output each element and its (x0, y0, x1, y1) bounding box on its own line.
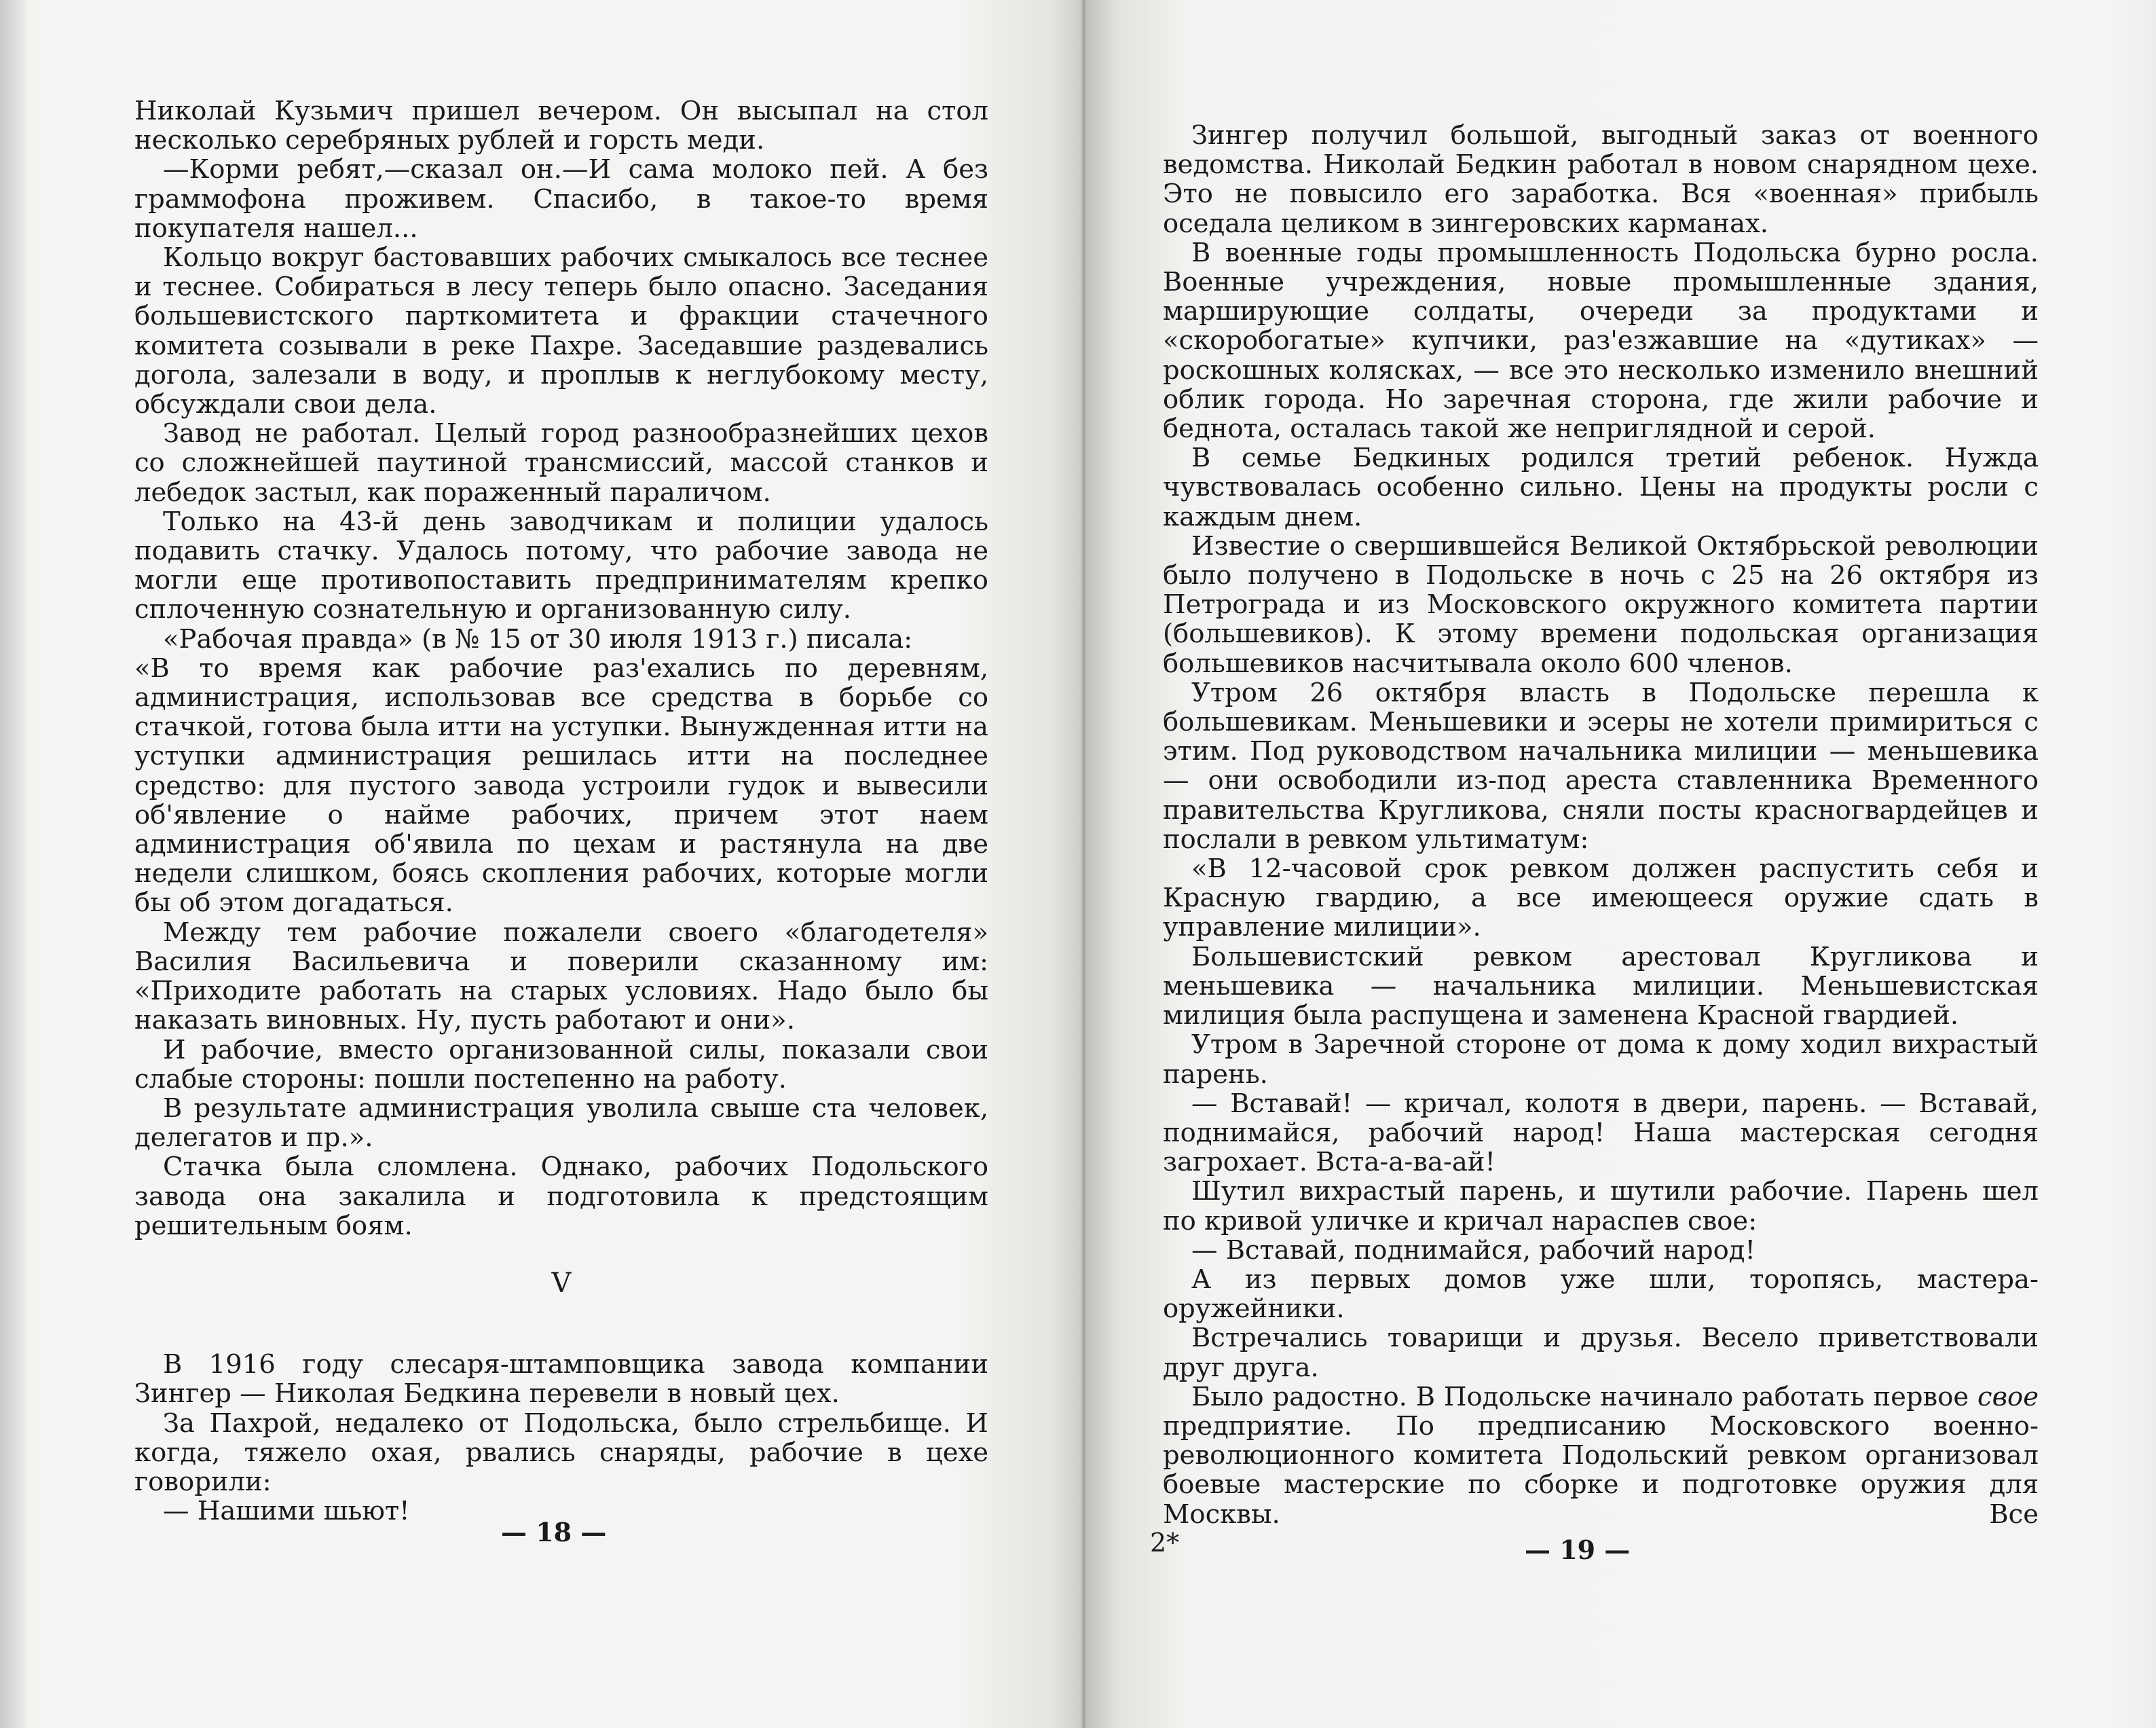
page-number-left: — 18 — (501, 1517, 607, 1547)
right-paragraphs (1163, 121, 2039, 1529)
paragraph (1163, 1265, 2039, 1323)
paragraph-text: Известие о свершившейся Великой Октябрьской революции было получено в Подольске в ночь с 25 на 26 октября из Петрограда и из Московского окружного комитета партии (большевиков). К этому времени подольская организация большевиков насчитывала около 600 членов. (1163, 530, 2039, 679)
right-page-text (1163, 121, 2039, 1529)
section-heading: V (551, 1267, 572, 1299)
paragraph-text: А из первых домов уже шли, торопясь, мастера-оружейники. (1163, 1264, 2039, 1325)
signature-mark: 2* (1150, 1528, 1180, 1558)
paragraph-text: В 1916 году слесаря-штамповщика завода компании Зингер — Николая Бедкина перевели в новый цех. (134, 1349, 988, 1410)
paragraph (134, 419, 988, 507)
paragraph (1163, 1323, 2039, 1382)
paragraph (1163, 942, 2039, 1031)
paragraph-text: Шутил вихрастый парень, и шутили рабочие. Парень шел по кривой уличке и кричал нараспев свое: (1163, 1176, 2039, 1236)
paragraph (1163, 121, 2039, 238)
paragraph-text: Только на 43-й день заводчикам и полиции удалось подавить стачку. Удалось потому, что рабочие завода не могли еще противопоставить предпринимателям крепко сплоченную сознательную и организованную силу. (134, 506, 988, 625)
paragraph (134, 1152, 988, 1240)
paragraph (134, 654, 988, 918)
right-page (1085, 0, 2156, 1728)
paragraph (1163, 443, 2039, 532)
paragraph (134, 1094, 988, 1152)
left-paragraphs (134, 96, 988, 1240)
paragraph-text: Большевистский ревком арестовал Кругликова и меньшевика — начальника милиции. Меньшевистская милиция была распущена и заменена Красной гвардией. (1163, 941, 2039, 1031)
paragraph-text: — Нашими шьют! (163, 1496, 410, 1527)
paragraph (1163, 1177, 2039, 1235)
paragraph-text: Утром 26 октября власть в Подольске перешла к большевикам. Меньшевики и эсеры не хотели примириться с этим. Под руководством начальника милиции — меньшевика — они освободили из-под ареста ставленника Временного правительства Кругликова, сняли посты красногвардейцев и послали в ревком ультиматум: (1163, 677, 2039, 855)
paragraph-text: В результате администрация уволила свыше ста человек, делегатов и пр.». (134, 1092, 988, 1154)
paragraph (134, 507, 988, 625)
page-number-right: — 19 — (1525, 1534, 1631, 1565)
paragraph (1163, 238, 2039, 443)
paragraph-text: Между тем рабочие пожалели своего «благодетеля» Василия Васильевича и поверили сказанному им: «Приходите работать на старых условиях. Надо было бы наказать виновных. Ну, пусть работают и они». (134, 917, 988, 1036)
paragraph-text: За Пахрой, недалеко от Подольска, было стрельбище. И когда, тяжело охая, рвались снаряды, рабочие в цехе говорили: (134, 1408, 988, 1497)
paragraph (1163, 854, 2039, 942)
paragraph (134, 96, 988, 155)
paragraph-text: Николай Кузьмич пришел вечером. Он высыпал на стол несколько серебряных рублей и горсть меди. (134, 96, 988, 156)
paragraph-text: — Вставай! — кричал, колотя в двери, парень. — Вставай, поднимайся, рабочий народ! Наша мастерская сегодня загрохает. Вста-а-ва-ай! (1163, 1088, 2039, 1178)
paragraph-text: Встречались товарищи и друзья. Весело приветствовали друг друга. (1163, 1323, 2039, 1383)
paragraph-text: «Рабочая правда» (в № 15 от 30 июля 1913 г.) писала: (163, 623, 913, 655)
paragraph-text: В семье Бедкиных родился третий ребенок. Нужда чувствовалась особенно сильно. Цены на продукты росли с каждым днем. (1163, 443, 2039, 532)
paragraph-text: «В то время как рабочие раз'ехались по деревням, администрация, использовав все средства в борьбе со стачкой, готова была итти на уступки. Вынужденная итти на уступки администрация решилась итти на последнее средство: для пустого завода устроили гудок и вывесили об'явление о найме рабочих, причем этот наем администрация об'явила по цехам и растянула на две недели слишком, боясь скопления рабочих, которые могли бы об этом догадаться. (134, 652, 988, 919)
paragraph (134, 1035, 988, 1094)
paragraph (1163, 678, 2039, 854)
paragraph-text: Утром в Заречной стороне от дома к дому ходил вихрастый парень. (1163, 1029, 2039, 1090)
paragraph (1163, 532, 2039, 678)
paragraph-text: И рабочие, вместо организованной силы, показали свои слабые стороны: пошли постепенно на работу. (134, 1034, 988, 1095)
paragraph (134, 625, 988, 654)
paragraph-text: Зингер получил большой, выгодный заказ от военного ведомства. Николай Бедкин работал в новом снарядном цехе. Это не повысило его заработка. Вся «военная» прибыль оседала целиком в зингеровских карманах. (1163, 120, 2039, 239)
paragraph (1163, 1089, 2039, 1177)
paragraph (134, 155, 988, 243)
paragraph-text: Завод не работал. Целый город разнообразнейших цехов со сложнейшей паутиной трансмиссий, массой станков и лебедок застыл, как пораженный параличом. (134, 418, 988, 508)
paragraph (134, 918, 988, 1035)
paragraph-text: В военные годы промышленность Подольска бурно росла. Военные учреждения, новые промышленные здания, марширующие солдаты, очереди за продуктами и «скоробогатые» купчики, раз'езжавшие на «дутиках» — роскошных колясках, — все это несколько изменило внешний облик города. Но заречная сторона, где жили рабочие и беднота, осталась такой же неприглядной и серой. (1163, 237, 2039, 445)
paragraph (1163, 1382, 2039, 1529)
paragraph (1163, 1236, 2039, 1265)
paragraph-text: Стачка была сломлена. Однако, рабочих Подольского завода она закалила и подготовила к предстоящим решительным боям. (134, 1152, 988, 1241)
paragraph (134, 1409, 988, 1497)
emphasis-text: свое (1977, 1381, 2039, 1412)
paragraph (1163, 1030, 2039, 1088)
paragraph-text: —Корми ребят,—сказал он.—И сама молоко пей. А без граммофона проживем. Спасибо, в такое-то время покупателя нашел... (134, 154, 988, 244)
paragraph-text: Кольцо вокруг бастовавших рабочих смыкалось все теснее и теснее. Собираться в лесу теперь было опасно. Заседания большевистского парткомитета и фракции стачечного комитета созывали в реке Пахре. Заседавшие раздевались догола, залезали в воду, и проплыв к неглубокому месту, обсуждали свои дела. (134, 242, 988, 420)
paragraph-text: — Вставай, поднимайся, рабочий народ! (1191, 1234, 1755, 1266)
paragraph (134, 1350, 988, 1408)
paragraph (134, 243, 988, 419)
left-page-text (134, 96, 988, 1526)
paragraph-text: Было радостно. В Подольске начинало работать первое (1191, 1381, 1969, 1412)
page-edge-shadow (0, 0, 27, 1728)
paragraph-text: «В 12-часовой срок ревком должен распустить себя и Красную гвардию, а все имеющееся оружие сдать в управление милиции». (1163, 853, 2039, 943)
section-paragraphs (134, 1350, 988, 1526)
paragraph-text-continued: предприятие. По предписанию Московского военно-революционного комитета Подольский ревком организовал боевые мастерские по сборке и подготовке оружия для Москвы. Все (1163, 1410, 2039, 1530)
